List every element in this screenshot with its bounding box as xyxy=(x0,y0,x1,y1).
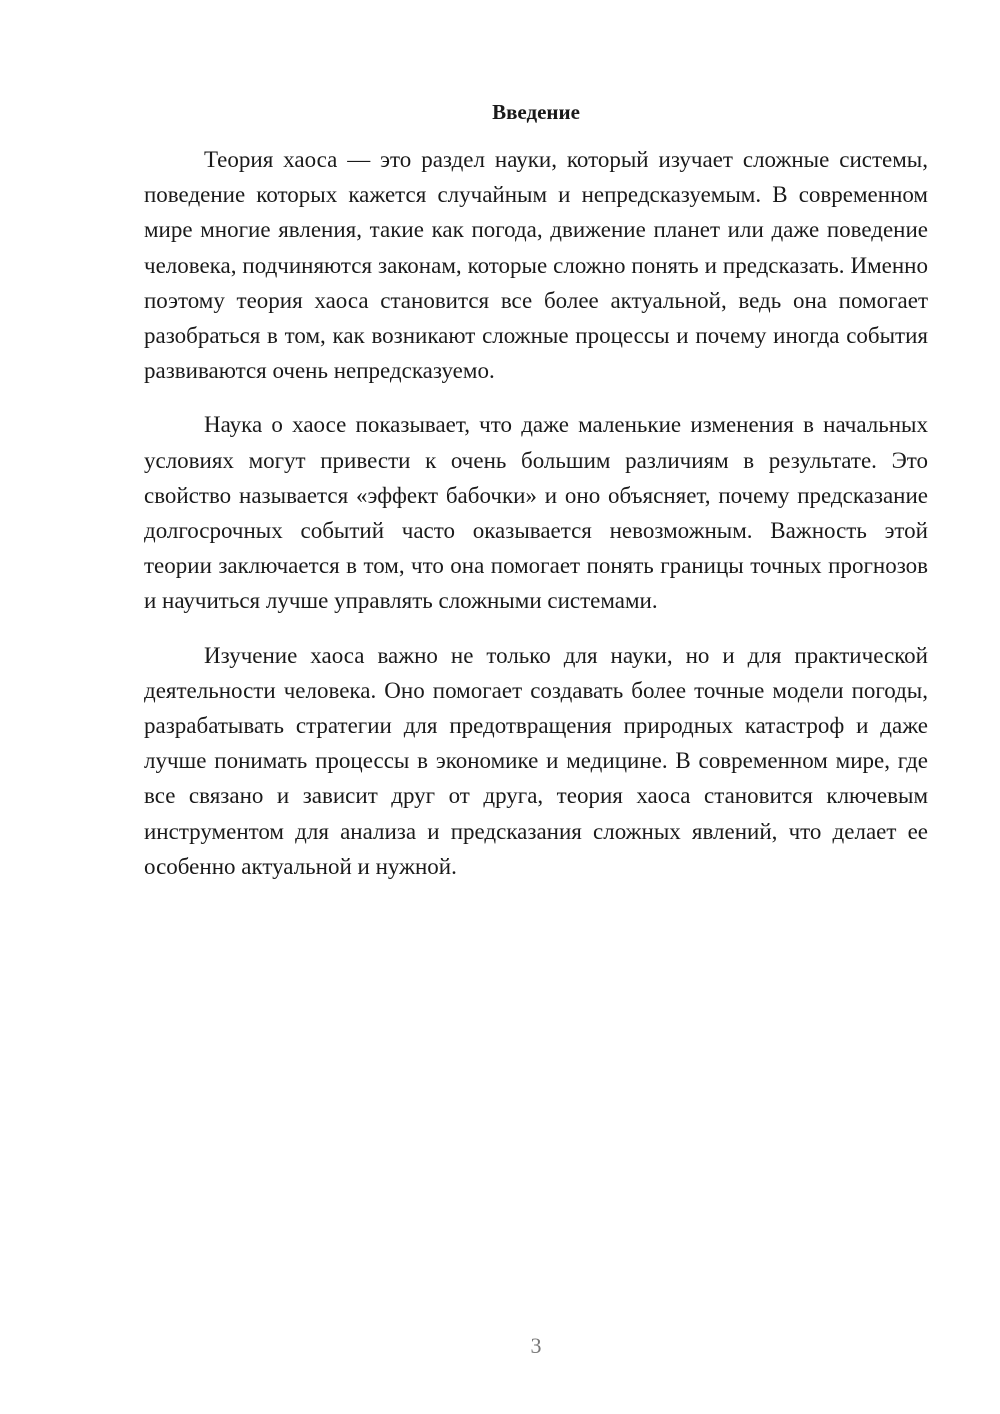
paragraph-2: Наука о хаосе показывает, что даже маленькие изменения в начальных условиях могут привести к очень большим различиям в результате. Это свойство называется «эффект бабочки» и оно объясняет, почему предсказание долгосрочных событий часто оказывается невозможным. Важность этой теории заключается в том, что она помогает понять границы точных прогнозов и научиться лучше управлять сложными системами. xyxy=(144,412,928,614)
paragraph-3: Изучение хаоса важно не только для науки, но и для практической деятельности человека. Оно помогает создавать более точные модели погоды, разрабатывать стратегии для предотвращения природных катастроф и даже лучше понимать процессы в экономике и медицине. В современном мире, где все связано и зависит друг от друга, теория хаоса становится ключевым инструментом для анализа и предсказания сложных явлений, что делает ее особенно актуальной и нужной. xyxy=(144,642,928,879)
paragraph-1: Теория хаоса — это раздел науки, который изучает сложные системы, поведение которых кажется случайным и непредсказуемым. В современном мире многие явления, такие как погода, движение планет или даже поведение человека, подчиняются законам, которые сложно понять и предсказать. Именно поэтому теория хаоса становится все более актуальной, ведь она помогает разобраться в том, как возникают сложные процессы и почему иногда события развиваются очень непредсказуемо. xyxy=(144,147,928,384)
page-number: 3 xyxy=(530,1333,542,1358)
section-heading: Введение xyxy=(492,100,580,124)
body-text xyxy=(144,142,928,884)
